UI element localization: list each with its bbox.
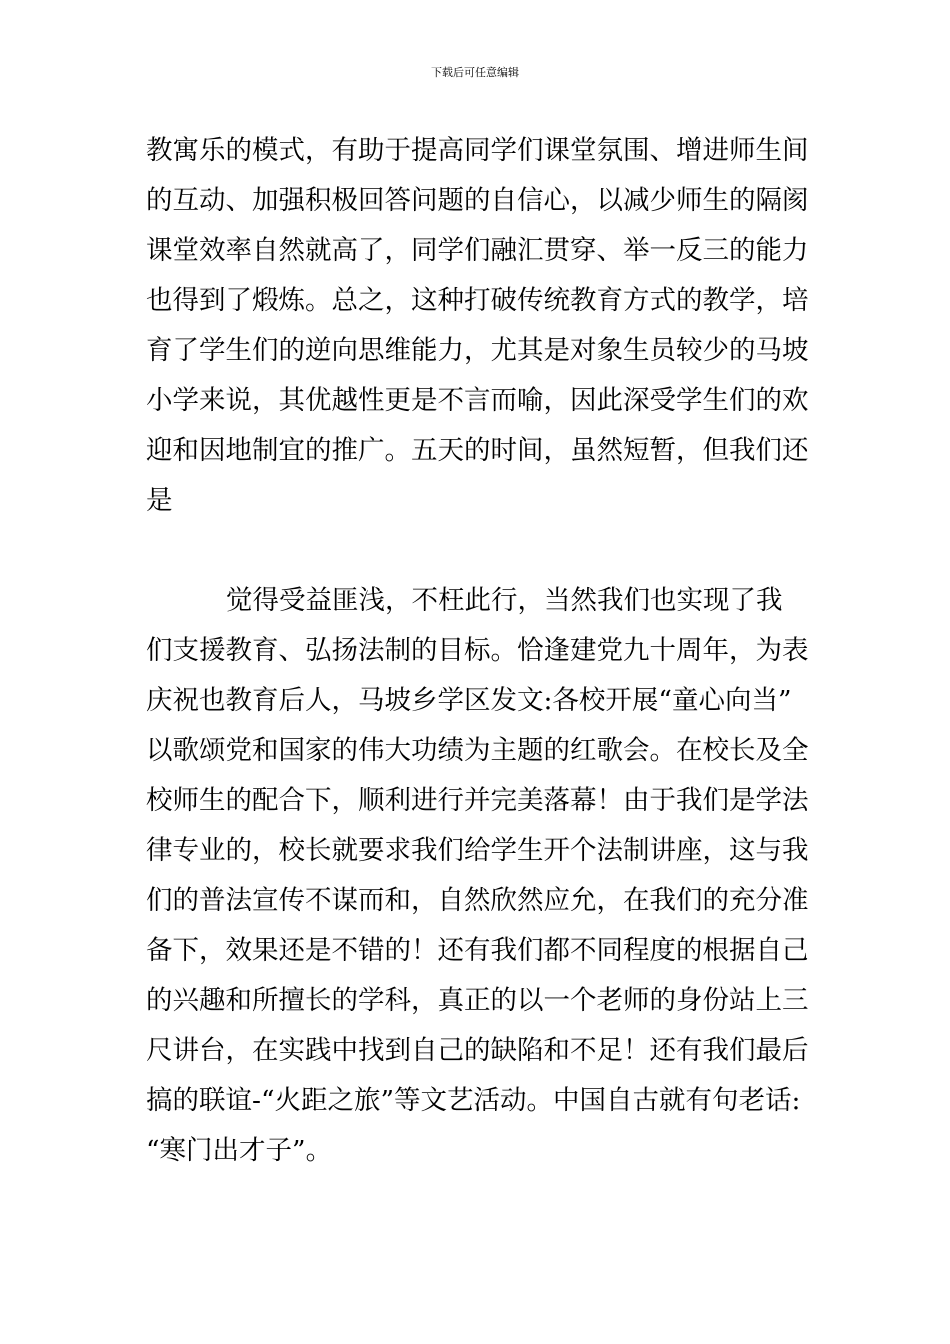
paragraph-line: 尺讲台，在实践中找到自己的缺陷和不足！还有我们最后	[146, 1035, 809, 1066]
paragraph-line: 们支援教育、弘扬法制的目标。恰逢建党九十周年，为表	[146, 635, 809, 666]
paragraph-line: 是	[146, 485, 173, 516]
paragraph-line: 育了学生们的逆向思维能力，尤其是对象生员较少的马坡	[146, 335, 809, 366]
page-header: 下载后可任意编辑	[431, 66, 519, 79]
paragraph-line: 的互动、加强积极回答问题的自信心，以减少师生的隔阂	[146, 185, 809, 216]
paragraph-line: 校师生的配合下，顺利进行并完美落幕！由于我们是学法	[146, 785, 809, 816]
paragraph-line: 也得到了煅炼。总之，这种打破传统教育方式的教学，培	[146, 285, 809, 316]
paragraph-line: 迎和因地制宜的推广。五天的时间，虽然短暂，但我们还	[146, 435, 809, 466]
paragraph-line: 的兴趣和所擅长的学科，真正的以一个老师的身份站上三	[146, 985, 809, 1016]
paragraph-line: 课堂效率自然就高了，同学们融汇贯穿、举一反三的能力	[146, 235, 809, 266]
paragraph-line: 教寓乐的模式，有助于提高同学们课堂氛围、增进师生间	[146, 135, 809, 166]
paragraph-2	[146, 576, 826, 1176]
paragraph-1	[146, 126, 826, 526]
paragraph-line: 小学来说，其优越性更是不言而喻，因此深受学生们的欢	[146, 385, 809, 416]
paragraph-line: 们的普法宣传不谋而和，自然欣然应允，在我们的充分准	[146, 885, 809, 916]
paragraph-line: 以歌颂党和国家的伟大功绩为主题的红歌会。在校长及全	[146, 735, 809, 766]
paragraph-line: 搞的联谊-“火距之旅”等文艺活动。中国自古就有句老话:	[146, 1085, 801, 1116]
paragraph-line: 觉得受益匪浅，不枉此行，当然我们也实现了我	[226, 585, 783, 616]
paragraph-line: “寒门出才子”。	[146, 1135, 333, 1166]
paragraph-line: 律专业的，校长就要求我们给学生开个法制讲座，这与我	[146, 835, 809, 866]
paragraph-line: 备下，效果还是不错的！还有我们都不同程度的根据自己	[146, 935, 809, 966]
paragraph-line: 庆祝也教育后人，马坡乡学区发文:各校开展“童心向当”	[146, 685, 792, 716]
